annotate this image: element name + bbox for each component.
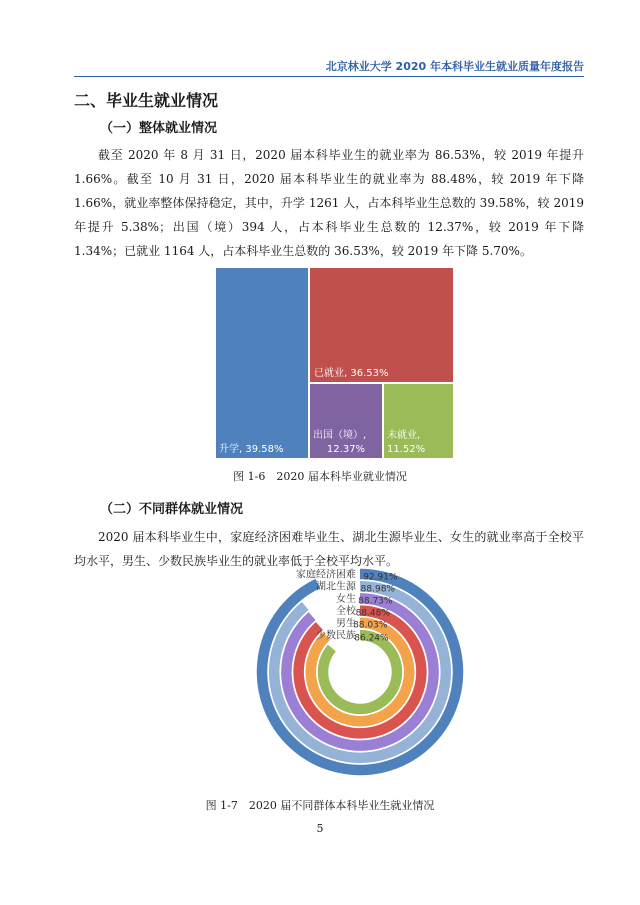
radial-bar-chart xyxy=(230,566,470,792)
radial-category-label-0: 家庭经济困难 xyxy=(296,569,356,581)
treemap-label-yijiuye: 已就业, 36.53% xyxy=(314,368,389,379)
radial-value-label-0: 92.91% xyxy=(363,572,398,583)
radial-value-label-5: 86.24% xyxy=(354,633,389,644)
radial-value-label-3: 88.48% xyxy=(355,608,390,619)
treemap-label-chuguo-2: 12.37% xyxy=(326,444,366,455)
groups-paragraph: 2020 届本科毕业生中，家庭经济困难毕业生、湖北生源毕业生、女生的就业率高于全校平均水平，男生、少数民族毕业生的就业率低于全校平均水平。 xyxy=(74,530,584,568)
subsection-title-groups: （二）不同群体就业情况 xyxy=(100,502,244,517)
treemap-label-chuguo-1: 出国（境）, xyxy=(313,430,367,441)
radial-category-label-1: 湖北生源 xyxy=(316,581,356,593)
radial-category-label-5: 少数民族 xyxy=(316,630,356,642)
report-header: 北京林业大学 2020 年本科毕业生就业质量年度报告 xyxy=(325,60,584,73)
radial-category-label-4: 男生 xyxy=(336,618,356,630)
treemap-chart xyxy=(214,266,455,460)
treemap-cell-shengxue xyxy=(215,267,309,459)
radial-value-label-1: 88.98% xyxy=(360,584,396,595)
treemap-label-shengxue: 升学, 39.58% xyxy=(219,444,284,455)
overall-paragraph: 截至 2020 年 8 月 31 日，2020 届本科毕业生的就业率为 86.53%，较 2019 年提升 1.66%。截至 10 月 31 日，2020 届本科毕业生的就业率为 88.48%，较 2019 年下降 1.66%，就业率整体保持稳定，其中，升学 1261 人，占本科毕业生总数的 39.58%，较 2019 年提升 5.38%；出国（境）394 人，占本科毕业生总数的 12.37%，较 2019 年下降 1.34%；已就业 1164 人，占本科毕业生总数的 36.53%，较 2019 年下降 5.70%。 xyxy=(74,148,584,258)
figure-1-7-caption: 图 1-7 2020 届不同群体本科毕业生就业情况 xyxy=(205,799,435,812)
subsection-title-overall: （一）整体就业情况 xyxy=(100,121,218,136)
header-rule xyxy=(74,76,584,77)
radial-category-label-2: 女生 xyxy=(336,593,356,605)
radial-category-label-3: 全校 xyxy=(336,606,356,618)
section-title: 二、毕业生就业情况 xyxy=(74,91,219,110)
treemap-cell-yijiuye xyxy=(309,267,454,383)
radial-value-label-2: 88.73% xyxy=(358,596,393,607)
radial-value-label-4: 88.03% xyxy=(353,620,388,631)
page-number: 5 xyxy=(316,822,324,835)
treemap-label-weijiuye-1: 未就业, xyxy=(387,430,421,441)
radial-bar-5 xyxy=(323,635,397,709)
treemap-label-weijiuye-2: 11.52% xyxy=(387,444,426,455)
figure-1-6-caption: 图 1-6 2020 届本科毕业就业情况 xyxy=(233,470,407,483)
